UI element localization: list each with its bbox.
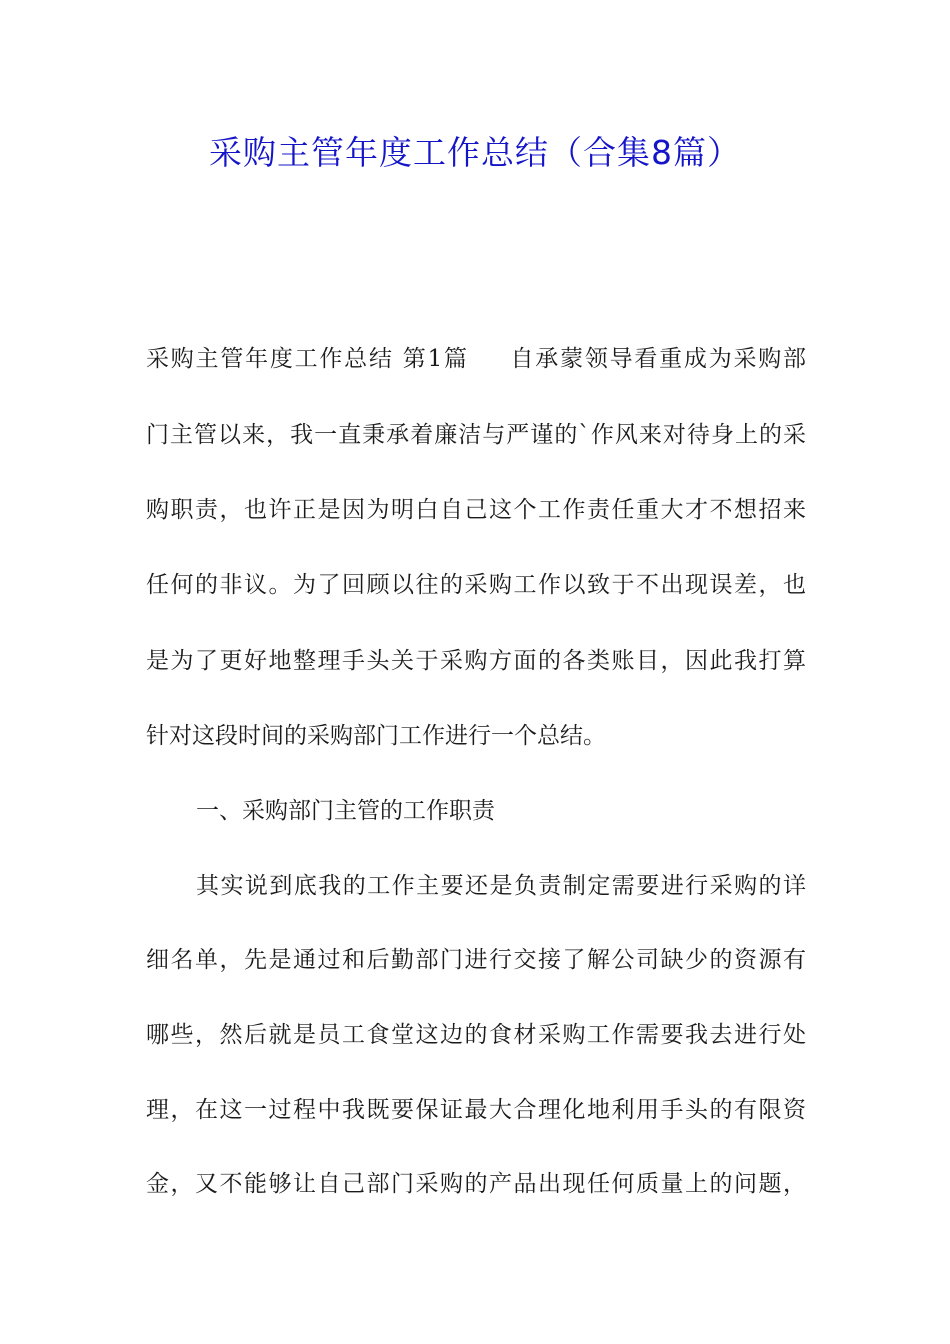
document-title: 采购主管年度工作总结（合集8篇） [209,133,741,172]
paragraph-line: 细名单，先是通过和后勤部门进行交接了解公司缺少的资源有 [146,947,806,973]
paragraph-line: 针对这段时间的采购部门工作进行一个总结。 [146,723,606,749]
paragraph-line: 是为了更好地整理手头关于采购方面的各类账目，因此我打算 [146,648,806,674]
paragraph-line: 门主管以来，我一直秉承着廉洁与严谨的`作风来对待身上的采 [146,422,806,448]
paragraph-line: 其实说到底我的工作主要还是负责制定需要进行采购的详 [196,873,806,899]
paragraph-line: 理，在这一过程中我既要保证最大合理化地利用手头的有限资 [146,1097,806,1123]
paragraph-line [146,341,806,377]
paragraph-line: 购职责，也许正是因为明白自己这个工作责任重大才不想招来 [146,497,806,523]
paragraph-line: 任何的非议。为了回顾以往的采购工作以致于不出现误差，也 [146,572,806,598]
line-text: 自承蒙领导看重成为采购部 [508,346,807,372]
paragraph-line: 哪些，然后就是员工食堂这边的食材采购工作需要我去进行处 [146,1022,806,1048]
section-subheading: 一、采购部门主管的工作职责 [196,798,495,824]
paragraph-line: 金，又不能够让自己部门采购的产品出现任何质量上的问题， [146,1171,806,1197]
section-heading: 采购主管年度工作总结 第1篇 [146,346,469,372]
